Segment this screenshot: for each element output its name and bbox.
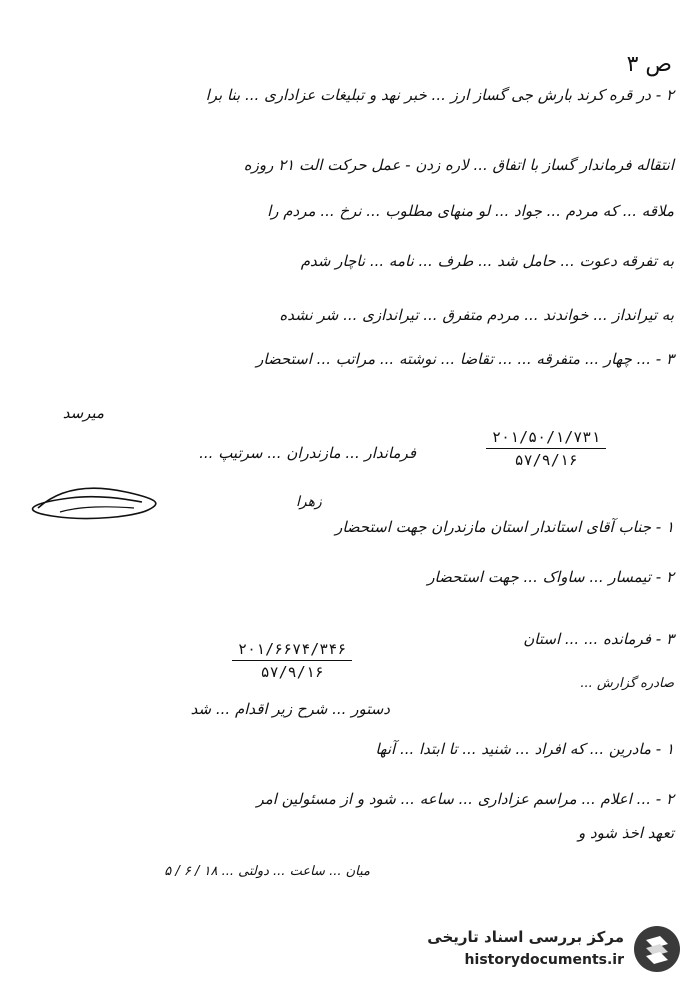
page-number: ص ٣ <box>626 52 672 77</box>
section-3-line-2: دستور ... شرح زیر اقدام ... شد <box>190 700 390 718</box>
footnote: میان ... ساعت ... دولتی ... ۱۸ / ۶ / ۵ <box>164 864 370 879</box>
list-item: ۲ - ... اعلام ... مراسم عزاداری ... ساعه ... شود و از مسئولین امر <box>256 790 674 808</box>
list-item: ۱ - مادرین ... که افراد ... شنید ... تا ابتدا ... آنها <box>375 740 674 758</box>
paragraph-line: ۲ - در قره کرند بارش جی گساز ارز ... خبر نهد و تبلیغات عزاداری ... بنا برا <box>205 86 674 104</box>
archive-site: historydocuments.ir <box>464 952 624 968</box>
archive-logo-icon <box>632 924 682 974</box>
distribution-item: ۲ - تیمسار ... ساواک ... جهت استحضار <box>427 568 674 586</box>
section-3-ref-date: ۵۷/۹/۱۶ <box>260 663 324 681</box>
section-3-reference <box>232 640 352 681</box>
signature-scribble <box>30 478 170 526</box>
paragraph-line: ۳ - ... چهار ... متفرقه ... ... تقاضا ... نوشته ... مراتب ... استحضار <box>256 350 674 368</box>
header-title: فرماندار ... مازندران ... سرتیپ ... <box>199 444 416 462</box>
closing-line: میرسد <box>62 404 104 422</box>
header-ref-number: ۲۰۱/۵۰/۱/۷۳۱ <box>486 428 606 449</box>
signature-label: زهرا <box>296 494 322 510</box>
paragraph-line: ملاقه ... که مردم ... جواد ... لو منهای مطلوب ... نرخ ... مردم را <box>267 202 674 220</box>
list-item: تعهد اخذ شود و <box>577 824 674 842</box>
distribution-item: ۱ - جناب آقای استاندار استان مازندران جهت استحضار <box>335 518 674 536</box>
section-3-suffix: صادره گزارش ... <box>580 676 674 691</box>
paragraph-line: به تیرانداز ... خواندند ... مردم متفرق ... تیراندازی ... شر نشده <box>279 306 674 324</box>
section-3-ref-number: ۲۰۱/۶۶۷۴/۳۴۶ <box>232 640 352 661</box>
archive-watermark <box>404 922 690 978</box>
paragraph-line: به تفرقه دعوت ... حامل شد ... طرف ... نامه ... ناچار شدم <box>300 252 674 270</box>
section-3-prefix: ۳ - فرمانده ... ... استان <box>523 630 674 648</box>
header-ref-date: ۵۷/۹/۱۶ <box>514 451 578 469</box>
header-reference <box>486 428 606 469</box>
paragraph-line: انتقاله فرماندار گساز با اتفاق ... لاره زدن - عمل حرکت الت ۲۱ روزه <box>243 156 674 174</box>
archive-org-name: مرکز بررسی اسناد تاریخی <box>427 928 624 946</box>
